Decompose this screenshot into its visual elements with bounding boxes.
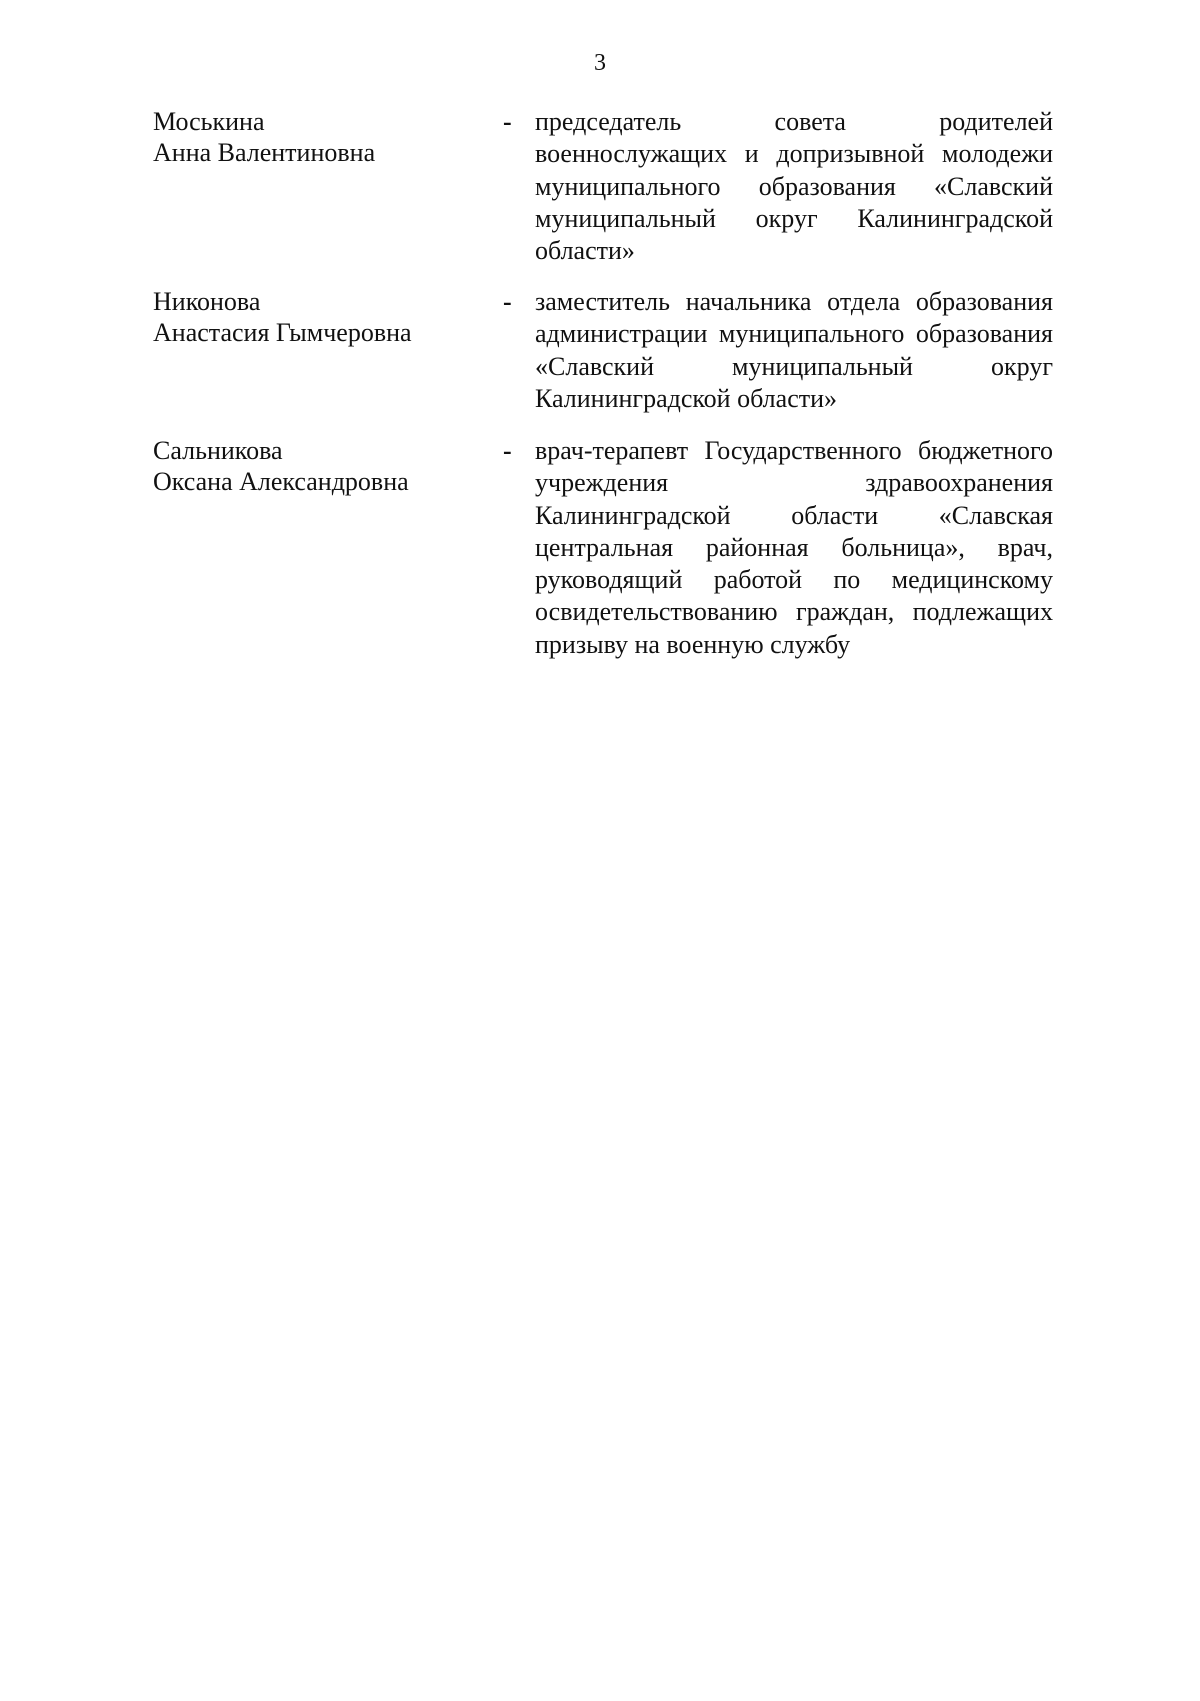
position-line: военнослужащих и допризывной молодежи [535,139,1053,169]
member-given-name: Оксана Александровна [153,467,409,496]
position-line: учреждения здравоохранения [535,468,1053,498]
separator-dash: - [503,107,512,136]
position-line: призыву на военную службу [535,629,851,659]
member-name [153,106,483,168]
position-line: врач-терапевт Государственного бюджетного [535,436,1053,465]
member-position [535,106,1053,267]
position-line: области» [535,236,635,266]
position-line: Калининградской области «Славская [535,500,1053,530]
member-name [153,286,483,348]
member-position [535,286,1053,415]
member-given-name: Анастасия Гымчеровна [153,318,412,347]
member-position [535,435,1053,661]
position-line: Калининградской области» [535,383,838,413]
member-surname: Моськина [153,107,265,136]
position-line: заместитель начальника отдела образования [535,287,1053,316]
position-line: центральная районная больница», врач, [535,532,1053,562]
position-line: «Славский муниципальный округ [535,351,1053,381]
member-name [153,435,483,497]
member-surname: Сальникова [153,436,283,465]
separator-dash: - [503,436,512,465]
position-line: председатель совета родителей [535,107,1053,136]
member-surname: Никонова [153,287,261,316]
position-line: муниципального образования «Славский [535,171,1053,201]
position-line: администрации муниципального образования [535,319,1053,349]
member-given-name: Анна Валентиновна [153,138,376,167]
position-line: муниципальный округ Калининградской [535,203,1053,233]
separator-dash: - [503,287,512,316]
position-line: руководящий работой по медицинскому [535,565,1053,595]
position-line: освидетельствованию граждан, подлежащих [535,597,1053,627]
page-number: 3 [594,50,606,76]
